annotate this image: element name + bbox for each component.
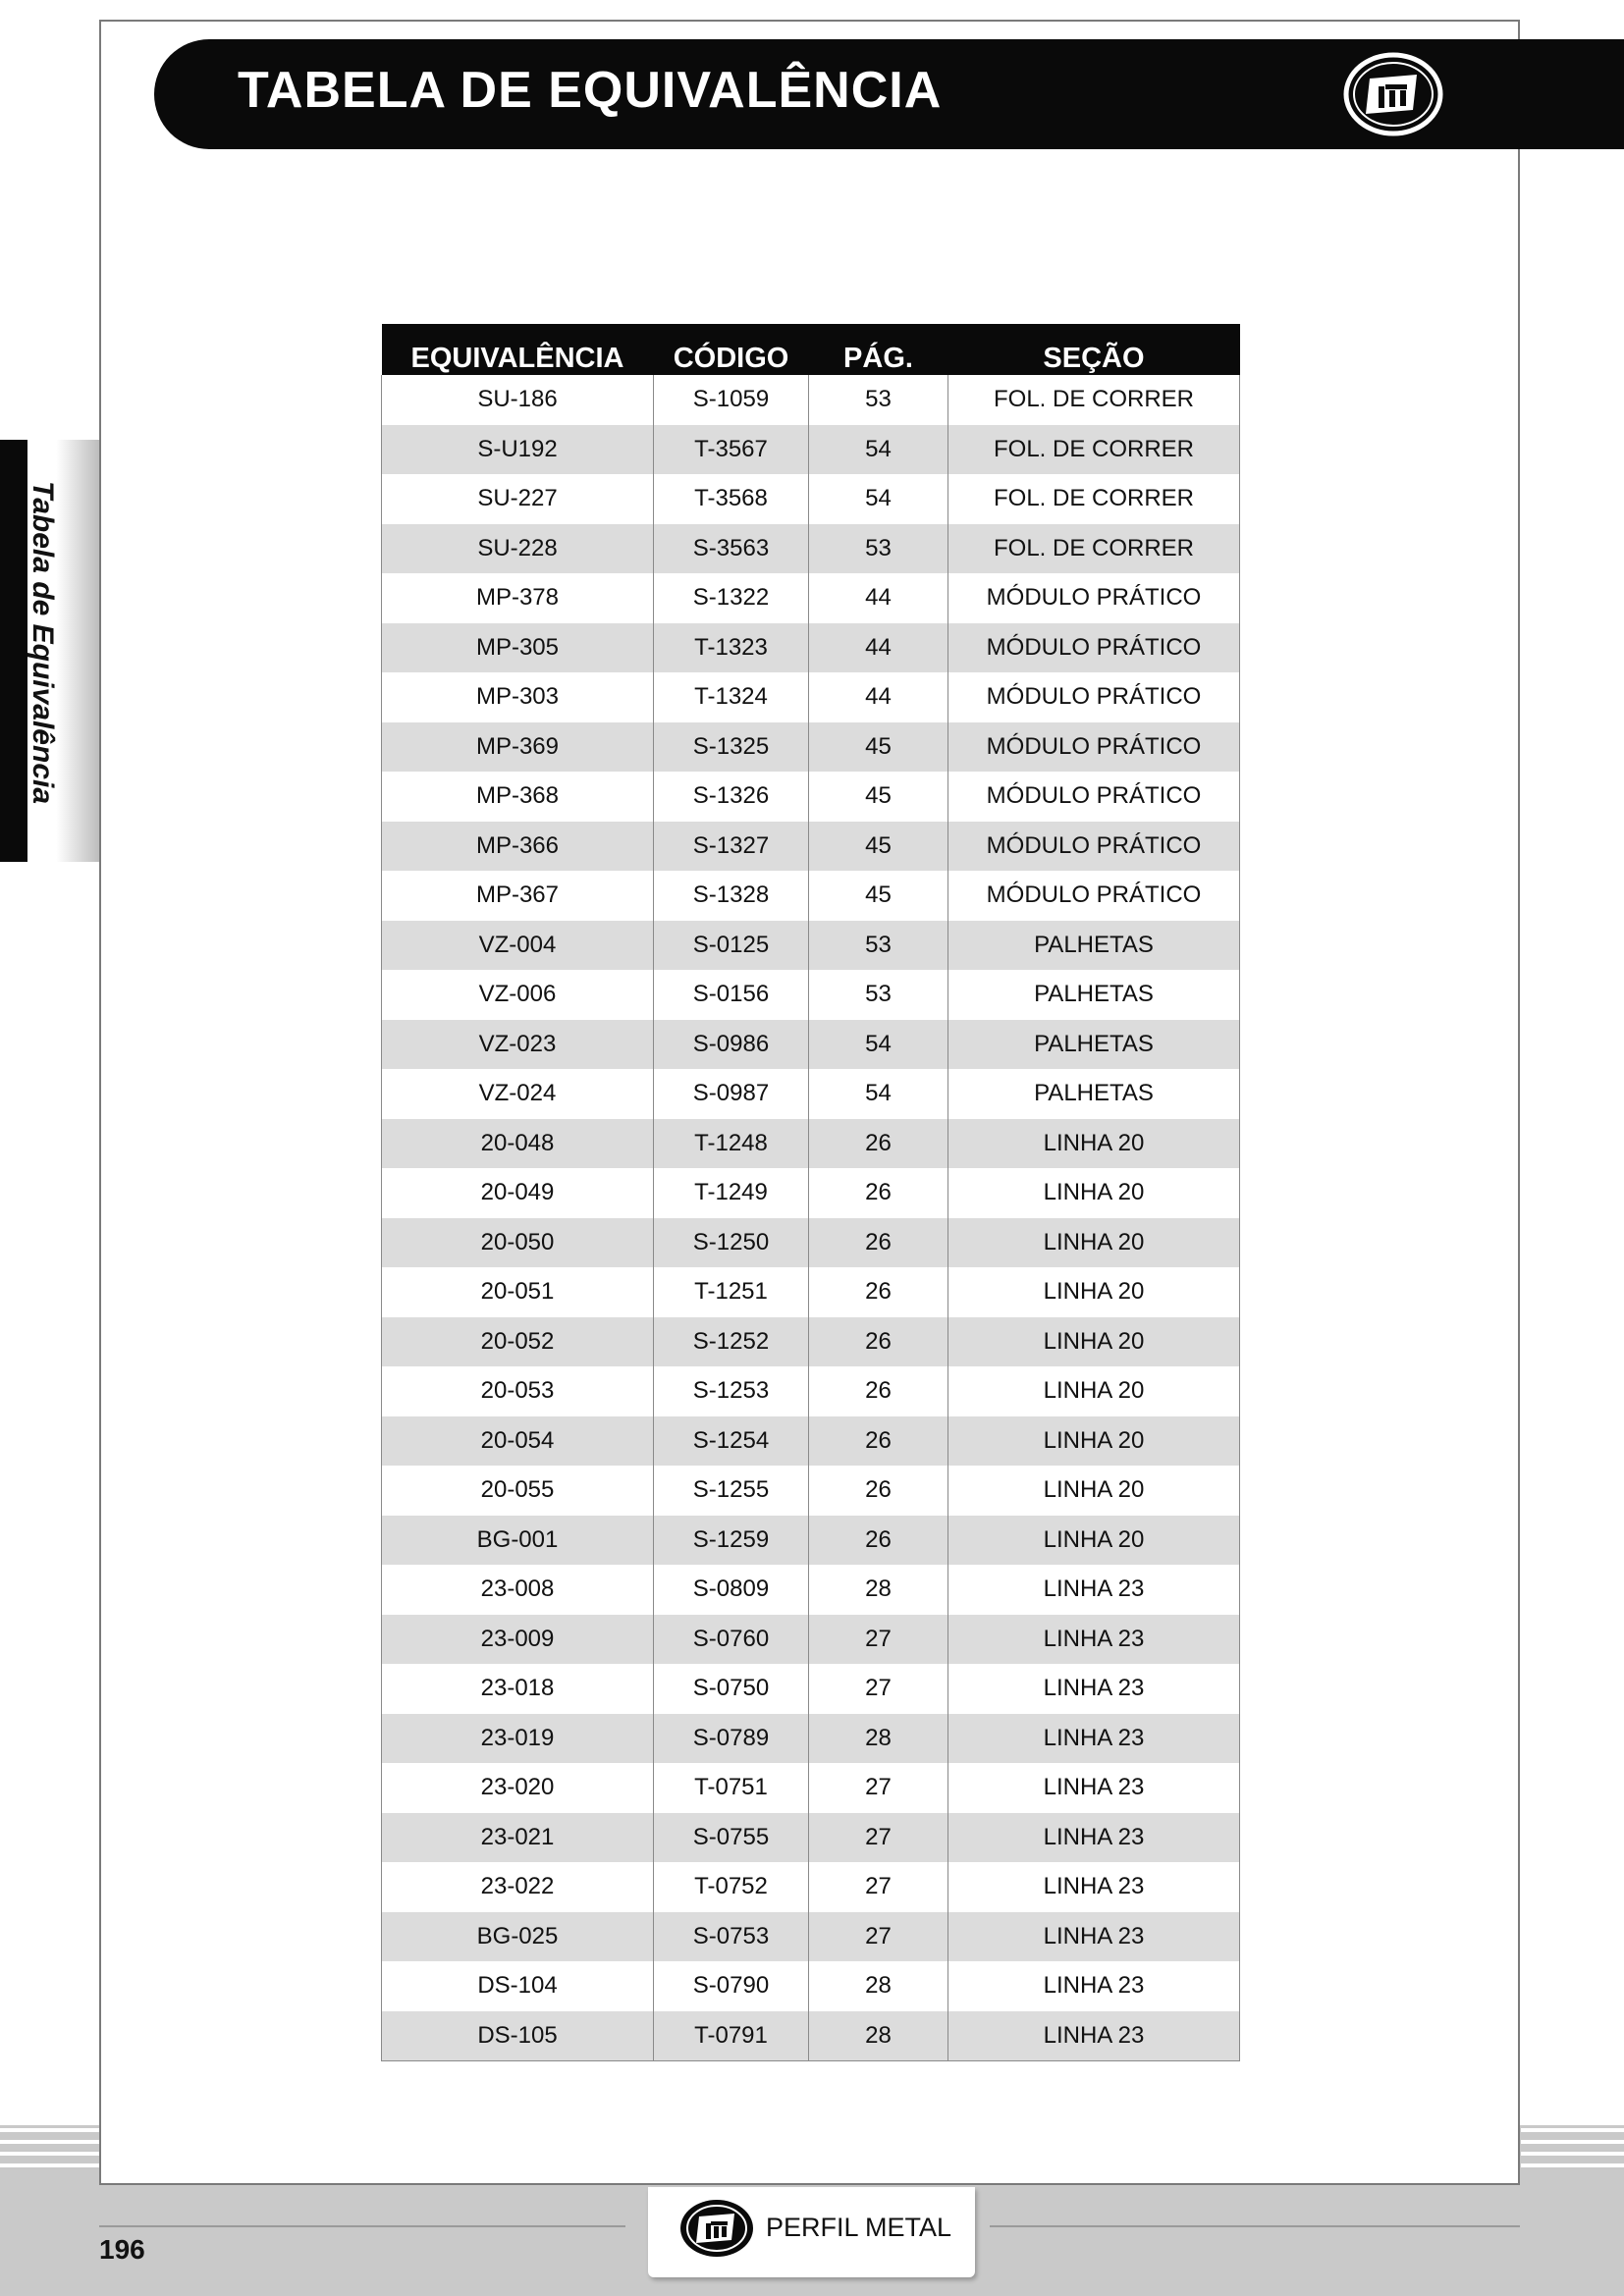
table-row: [382, 1813, 1240, 1863]
cell-secao: FOL. DE CORRER: [948, 375, 1240, 425]
cell-codigo: S-0987: [654, 1069, 809, 1119]
cell-codigo: S-0753: [654, 1912, 809, 1962]
cell-secao: LINHA 23: [948, 1862, 1240, 1912]
cell-pagina: 28: [809, 1714, 948, 1764]
cell-codigo: S-1253: [654, 1366, 809, 1416]
table-row: [382, 1565, 1240, 1615]
cell-secao: MÓDULO PRÁTICO: [948, 722, 1240, 773]
cell-secao: FOL. DE CORRER: [948, 474, 1240, 524]
cell-codigo: S-1255: [654, 1466, 809, 1516]
cell-pagina: 27: [809, 1813, 948, 1863]
table-row: [382, 772, 1240, 822]
footer-brand-tab: [648, 2187, 975, 2277]
cell-equivalencia: 23-009: [382, 1615, 654, 1665]
cell-secao: PALHETAS: [948, 1020, 1240, 1070]
cell-codigo: T-1323: [654, 623, 809, 673]
cell-equivalencia: 20-054: [382, 1416, 654, 1467]
table-header-row: [382, 324, 1240, 375]
cell-pagina: 54: [809, 1069, 948, 1119]
table-row: [382, 1069, 1240, 1119]
cell-equivalencia: SU-186: [382, 375, 654, 425]
cell-secao: LINHA 23: [948, 1714, 1240, 1764]
cell-pagina: 27: [809, 1912, 948, 1962]
cell-codigo: T-0791: [654, 2011, 809, 2061]
decorative-stripes-left: [0, 2120, 101, 2179]
cell-equivalencia: MP-368: [382, 772, 654, 822]
cell-secao: LINHA 20: [948, 1168, 1240, 1218]
cell-pagina: 28: [809, 2011, 948, 2061]
cell-secao: LINHA 23: [948, 1763, 1240, 1813]
cell-secao: MÓDULO PRÁTICO: [948, 623, 1240, 673]
cell-codigo: S-1327: [654, 822, 809, 872]
cell-codigo: S-0986: [654, 1020, 809, 1070]
cell-pagina: 27: [809, 1615, 948, 1665]
table-row: [382, 2011, 1240, 2061]
cell-secao: LINHA 20: [948, 1416, 1240, 1467]
decorative-stripes-right: [1521, 2120, 1624, 2179]
table-row: [382, 375, 1240, 425]
cell-codigo: T-1324: [654, 672, 809, 722]
cell-pagina: 26: [809, 1466, 948, 1516]
cell-codigo: S-1252: [654, 1317, 809, 1367]
cell-codigo: S-0760: [654, 1615, 809, 1665]
column-header-codigo: CÓDIGO: [654, 324, 809, 375]
cell-pagina: 54: [809, 474, 948, 524]
page-number: 196: [99, 2234, 145, 2265]
cell-codigo: S-0790: [654, 1961, 809, 2011]
cell-equivalencia: DS-105: [382, 2011, 654, 2061]
cell-codigo: S-0125: [654, 921, 809, 971]
cell-pagina: 27: [809, 1862, 948, 1912]
cell-secao: LINHA 23: [948, 1615, 1240, 1665]
cell-secao: MÓDULO PRÁTICO: [948, 573, 1240, 623]
table-row: [382, 1267, 1240, 1317]
cell-equivalencia: 20-049: [382, 1168, 654, 1218]
cell-pagina: 44: [809, 672, 948, 722]
cell-codigo: T-1249: [654, 1168, 809, 1218]
cell-equivalencia: 20-050: [382, 1218, 654, 1268]
cell-pagina: 44: [809, 623, 948, 673]
cell-codigo: T-1251: [654, 1267, 809, 1317]
cell-pagina: 27: [809, 1763, 948, 1813]
table-row: [382, 524, 1240, 574]
side-tab-marker: [0, 440, 27, 862]
cell-equivalencia: VZ-024: [382, 1069, 654, 1119]
cell-codigo: T-3568: [654, 474, 809, 524]
cell-codigo: S-0755: [654, 1813, 809, 1863]
cell-pagina: 53: [809, 375, 948, 425]
cell-codigo: T-1248: [654, 1119, 809, 1169]
cell-secao: LINHA 20: [948, 1466, 1240, 1516]
cell-pagina: 26: [809, 1516, 948, 1566]
cell-secao: LINHA 20: [948, 1317, 1240, 1367]
cell-pagina: 26: [809, 1267, 948, 1317]
cell-secao: PALHETAS: [948, 921, 1240, 971]
cell-pagina: 53: [809, 921, 948, 971]
table-row: [382, 623, 1240, 673]
table-row: [382, 1119, 1240, 1169]
cell-pagina: 26: [809, 1168, 948, 1218]
cell-secao: LINHA 23: [948, 1912, 1240, 1962]
cell-equivalencia: MP-305: [382, 623, 654, 673]
cell-equivalencia: MP-303: [382, 672, 654, 722]
table-row: [382, 474, 1240, 524]
column-header-secao: SEÇÃO: [948, 324, 1240, 375]
cell-codigo: S-1250: [654, 1218, 809, 1268]
cell-equivalencia: 23-018: [382, 1664, 654, 1714]
cell-pagina: 54: [809, 425, 948, 475]
cell-codigo: S-1259: [654, 1516, 809, 1566]
cell-secao: LINHA 23: [948, 1813, 1240, 1863]
cell-pagina: 45: [809, 822, 948, 872]
table-row: [382, 1516, 1240, 1566]
cell-secao: LINHA 23: [948, 2011, 1240, 2061]
cell-pagina: 27: [809, 1664, 948, 1714]
cell-codigo: S-1325: [654, 722, 809, 773]
side-tab-label: Tabela de Equivalência: [27, 481, 59, 805]
cell-equivalencia: 23-022: [382, 1862, 654, 1912]
table-row: [382, 573, 1240, 623]
cell-equivalencia: MP-378: [382, 573, 654, 623]
table-row: [382, 1020, 1240, 1070]
cell-equivalencia: MP-367: [382, 871, 654, 921]
table-body: [382, 375, 1240, 2061]
footer-divider-left: [99, 2225, 625, 2227]
cell-equivalencia: MP-366: [382, 822, 654, 872]
footer-brand-name: PERFIL METAL: [766, 2213, 952, 2242]
table-row: [382, 672, 1240, 722]
cell-equivalencia: 20-048: [382, 1119, 654, 1169]
cell-pagina: 26: [809, 1317, 948, 1367]
column-header-equivalencia: EQUIVALÊNCIA: [382, 324, 654, 375]
table-row: [382, 1317, 1240, 1367]
page-title: TABELA DE EQUIVALÊNCIA: [238, 62, 943, 119]
cell-equivalencia: 20-051: [382, 1267, 654, 1317]
cell-equivalencia: 20-052: [382, 1317, 654, 1367]
cell-equivalencia: MP-369: [382, 722, 654, 773]
cell-equivalencia: 20-055: [382, 1466, 654, 1516]
cell-secao: LINHA 20: [948, 1516, 1240, 1566]
table-row: [382, 1714, 1240, 1764]
perfil-metal-logo-icon: [677, 2197, 756, 2260]
table-row: [382, 1168, 1240, 1218]
table-row: [382, 1664, 1240, 1714]
cell-codigo: S-1254: [654, 1416, 809, 1467]
table-row: [382, 970, 1240, 1020]
cell-codigo: T-0751: [654, 1763, 809, 1813]
cell-equivalencia: VZ-004: [382, 921, 654, 971]
header-bar: [154, 39, 1624, 149]
cell-codigo: S-1326: [654, 772, 809, 822]
cell-secao: LINHA 20: [948, 1119, 1240, 1169]
cell-equivalencia: 23-008: [382, 1565, 654, 1615]
cell-codigo: S-1322: [654, 573, 809, 623]
cell-equivalencia: SU-227: [382, 474, 654, 524]
table-row: [382, 1912, 1240, 1962]
cell-secao: FOL. DE CORRER: [948, 524, 1240, 574]
cell-codigo: S-1328: [654, 871, 809, 921]
cell-secao: LINHA 23: [948, 1961, 1240, 2011]
cell-secao: LINHA 23: [948, 1565, 1240, 1615]
table-row: [382, 425, 1240, 475]
cell-secao: LINHA 23: [948, 1664, 1240, 1714]
cell-equivalencia: SU-228: [382, 524, 654, 574]
perfil-metal-logo-icon: [1342, 49, 1444, 139]
cell-equivalencia: S-U192: [382, 425, 654, 475]
cell-equivalencia: BG-001: [382, 1516, 654, 1566]
cell-codigo: S-1059: [654, 375, 809, 425]
cell-secao: MÓDULO PRÁTICO: [948, 871, 1240, 921]
cell-pagina: 53: [809, 970, 948, 1020]
column-header-pagina: PÁG.: [809, 324, 948, 375]
cell-pagina: 45: [809, 871, 948, 921]
cell-secao: MÓDULO PRÁTICO: [948, 772, 1240, 822]
cell-pagina: 26: [809, 1119, 948, 1169]
cell-codigo: S-3563: [654, 524, 809, 574]
table-row: [382, 1416, 1240, 1467]
footer-divider-right: [990, 2225, 1520, 2227]
table-row: [382, 1366, 1240, 1416]
cell-secao: LINHA 20: [948, 1267, 1240, 1317]
table-row: [382, 1862, 1240, 1912]
cell-equivalencia: VZ-023: [382, 1020, 654, 1070]
cell-pagina: 26: [809, 1366, 948, 1416]
cell-secao: MÓDULO PRÁTICO: [948, 822, 1240, 872]
table-row: [382, 1763, 1240, 1813]
cell-pagina: 45: [809, 722, 948, 773]
cell-pagina: 28: [809, 1565, 948, 1615]
cell-pagina: 53: [809, 524, 948, 574]
cell-codigo: T-3567: [654, 425, 809, 475]
table-row: [382, 921, 1240, 971]
table-row: [382, 871, 1240, 921]
cell-pagina: 54: [809, 1020, 948, 1070]
table-row: [382, 1218, 1240, 1268]
cell-codigo: S-0789: [654, 1714, 809, 1764]
cell-equivalencia: 23-020: [382, 1763, 654, 1813]
cell-equivalencia: 20-053: [382, 1366, 654, 1416]
cell-equivalencia: DS-104: [382, 1961, 654, 2011]
cell-secao: LINHA 20: [948, 1366, 1240, 1416]
cell-equivalencia: 23-019: [382, 1714, 654, 1764]
cell-codigo: S-0750: [654, 1664, 809, 1714]
table-row: [382, 722, 1240, 773]
cell-codigo: S-0156: [654, 970, 809, 1020]
cell-pagina: 28: [809, 1961, 948, 2011]
cell-equivalencia: VZ-006: [382, 970, 654, 1020]
cell-pagina: 45: [809, 772, 948, 822]
table-row: [382, 1961, 1240, 2011]
cell-secao: MÓDULO PRÁTICO: [948, 672, 1240, 722]
cell-secao: LINHA 20: [948, 1218, 1240, 1268]
cell-pagina: 26: [809, 1218, 948, 1268]
table-row: [382, 1615, 1240, 1665]
cell-codigo: S-0809: [654, 1565, 809, 1615]
cell-equivalencia: BG-025: [382, 1912, 654, 1962]
table-row: [382, 822, 1240, 872]
cell-secao: PALHETAS: [948, 1069, 1240, 1119]
cell-equivalencia: 23-021: [382, 1813, 654, 1863]
cell-secao: FOL. DE CORRER: [948, 425, 1240, 475]
equivalence-table: [381, 324, 1240, 2061]
cell-pagina: 44: [809, 573, 948, 623]
cell-pagina: 26: [809, 1416, 948, 1467]
cell-secao: PALHETAS: [948, 970, 1240, 1020]
table-row: [382, 1466, 1240, 1516]
cell-codigo: T-0752: [654, 1862, 809, 1912]
